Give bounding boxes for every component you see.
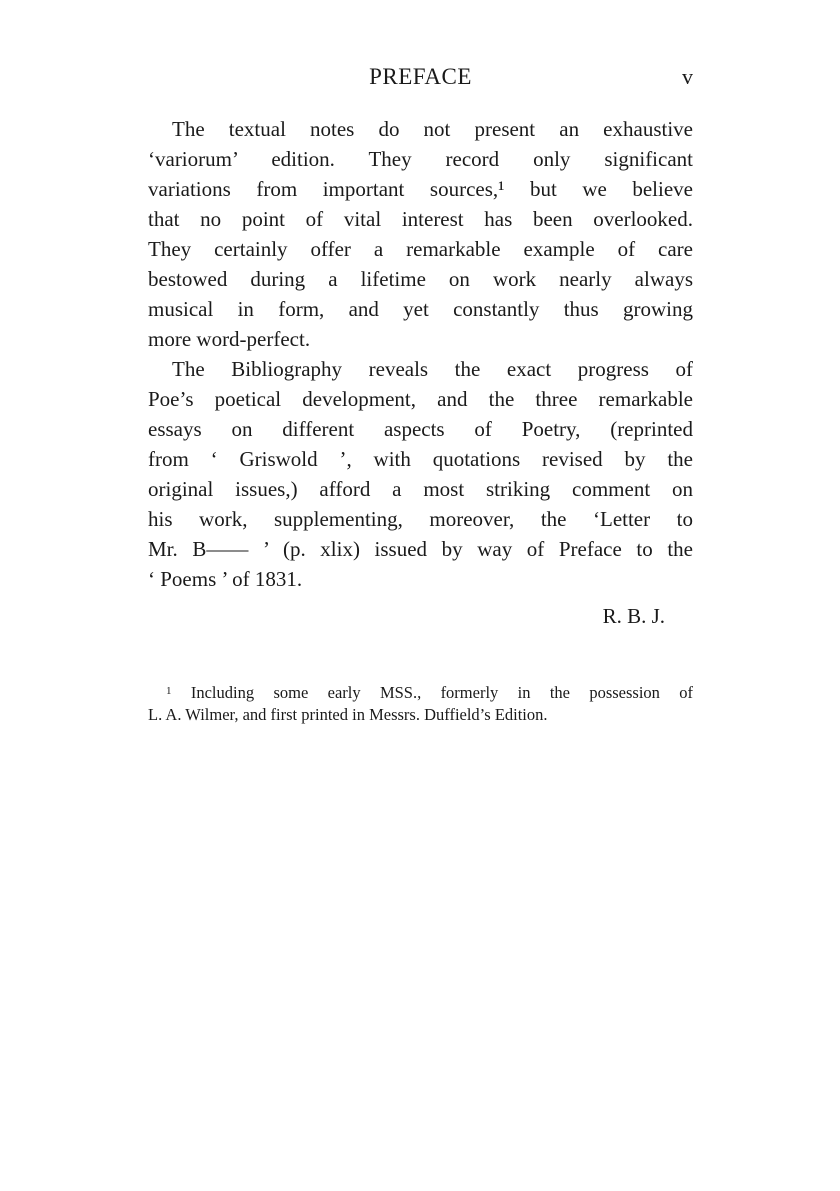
page-number: v (682, 64, 693, 89)
paragraph-1-line-6: bestowed during a lifetime on work nearly always (148, 267, 693, 291)
footnote-text-1: Including some early MSS., formerly in the possession of (190, 683, 694, 702)
page-title: PREFACE (369, 64, 472, 89)
paragraph-2-line-2: Poe’s poetical development, and the three remarkable (148, 387, 693, 411)
paragraph-1-line-8: more word-perfect. (148, 327, 311, 351)
paragraph-1-line-7: musical in form, and yet constantly thus growing (148, 297, 693, 321)
paragraph-2-line-4: from ‘ Griswold ’, with quotations revised by the (148, 447, 693, 471)
paragraph-1-line-5: They certainly offer a remarkable example of care (148, 237, 693, 261)
paragraph-2-line-7: Mr. B—— ’ (p. xlix) issued by way of Preface to the (148, 537, 693, 561)
paragraph-1-line-3: variations from important sources,¹ but we believe (148, 177, 693, 201)
paragraph-2-line-3: essays on different aspects of Poetry, (reprinted (148, 417, 693, 441)
paragraph-2-line-6: his work, supplementing, moreover, the ‘Letter to (148, 507, 693, 531)
footnote-line-1 (148, 679, 693, 703)
footnote-marker: 1 (166, 685, 172, 697)
running-head (148, 64, 693, 96)
paragraph-2-line-5: original issues,) afford a most striking comment on (148, 477, 693, 501)
paragraph-1-line-1: The textual notes do not present an exhaustive (172, 117, 693, 141)
preface-body (148, 114, 693, 631)
signature: R. B. J. (602, 604, 665, 628)
footnote-line-2: L. A. Wilmer, and first printed in Messrs. Duffield’s Edition. (148, 705, 548, 724)
paragraph-2-line-8: ‘ Poems ’ of 1831. (148, 567, 303, 591)
paragraph-2-line-1: The Bibliography reveals the exact progress of (172, 357, 693, 381)
paragraph-1-line-2: ‘variorum’ edition. They record only significant (148, 147, 693, 171)
paragraph-1-line-4: that no point of vital interest has been overlooked. (148, 207, 693, 231)
footnote (148, 679, 693, 727)
